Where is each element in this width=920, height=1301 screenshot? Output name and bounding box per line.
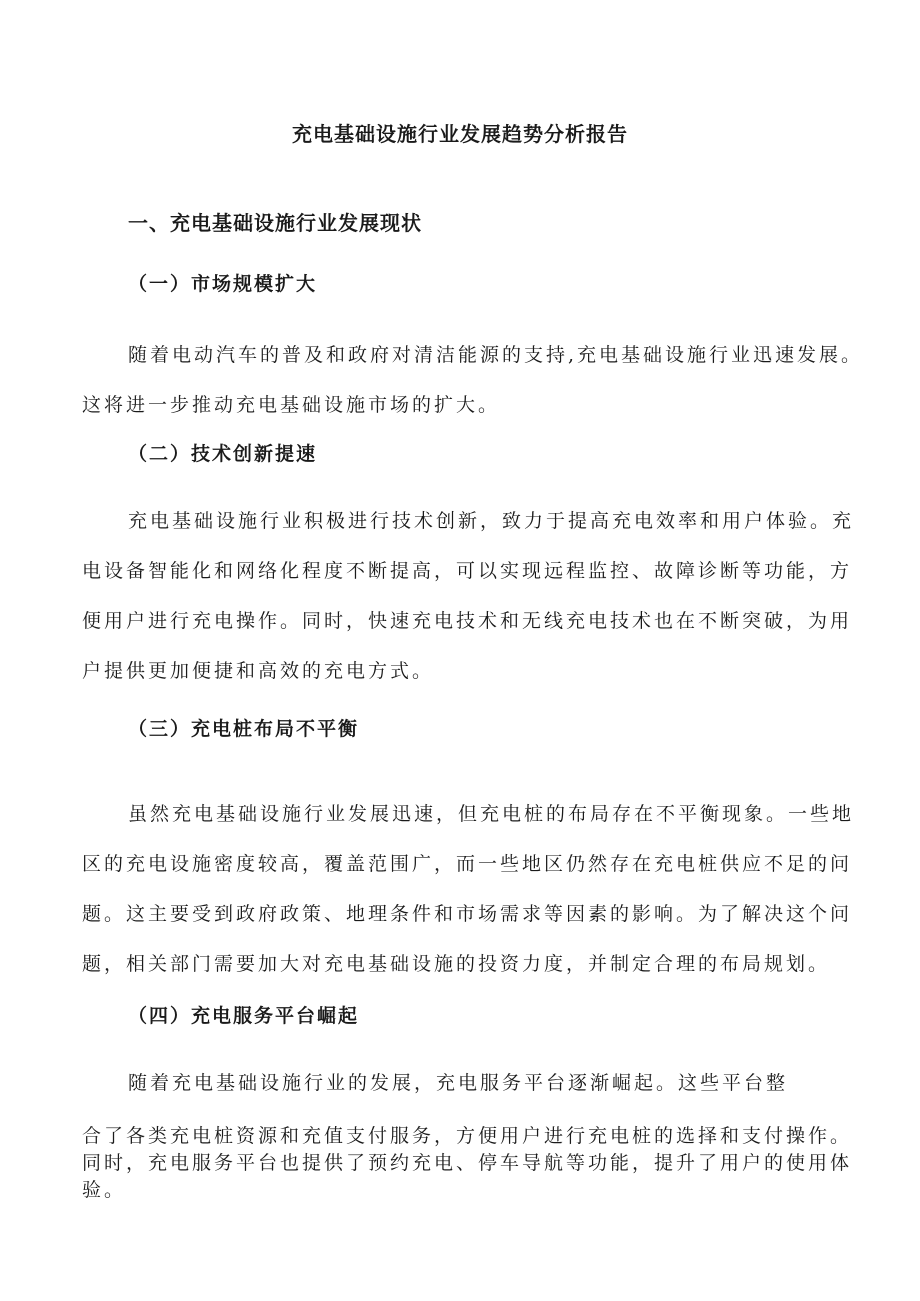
paragraph-line: 随着电动汽车的普及和政府对清洁能源的支持,充电基础设施行业迅速发展。 [128, 344, 864, 366]
paragraph-line: 便用户进行充电操作。同时，快速充电技术和无线充电技术也在不断突破，为用 [82, 610, 853, 632]
paragraph-line: 题。这主要受到政府政策、地理条件和市场需求等因素的影响。为了解决这个问 [82, 903, 853, 925]
paragraph-service-platform [82, 1123, 862, 1204]
paragraph-line: 户提供更加便捷和高效的充电方式。 [82, 660, 435, 682]
subsection-heading-tech-innovation: （二）技术创新提速 [128, 443, 318, 465]
paragraph-service-platform-intro: 随着充电基础设施行业的发展，充电服务平台逐渐崛起。这些平台整 [128, 1072, 789, 1094]
paragraph-line: 电设备智能化和网络化程度不断提高，可以实现远程监控、故障诊断等功能，方 [82, 560, 853, 582]
paragraph-market-scale [82, 330, 864, 430]
paragraph-line: 区的充电设施密度较高，覆盖范围广，而一些地区仍然存在充电桩供应不足的问 [82, 853, 853, 875]
subsection-heading-market-scale: （一）市场规模扩大 [128, 273, 318, 295]
paragraph-line: 虽然充电基础设施行业发展迅速，但充电桩的布局存在不平衡现象。一些地 [128, 803, 855, 825]
paragraph-line: 题，相关部门需要加大对充电基础设施的投资力度，并制定合理的布局规划。 [82, 953, 831, 975]
subsection-heading-layout-imbalance: （三）充电桩布局不平衡 [128, 718, 360, 740]
paragraph-line: 验。 [82, 1179, 127, 1201]
paragraph-layout-imbalance [82, 789, 855, 989]
paragraph-line: 充电基础设施行业积极进行技术创新，致力于提高充电效率和用户体验。充 [128, 510, 855, 532]
paragraph-tech-innovation [82, 496, 855, 696]
subsection-heading-service-platform: （四）充电服务平台崛起 [128, 1005, 360, 1027]
paragraph-line: 这将进一步推动充电基础设施市场的扩大。 [82, 394, 501, 416]
section-heading: 一、充电基础设施行业发展现状 [128, 211, 422, 235]
paragraph-line: 同时，充电服务平台也提供了预约充电、停车导航等功能，提升了用户的使用体 [82, 1152, 853, 1174]
paragraph-line: 合了各类充电桩资源和充值支付服务，方便用户进行充电桩的选择和支付操作。 [82, 1125, 853, 1147]
document-title: 充电基础设施行业发展趋势分析报告 [292, 122, 628, 146]
